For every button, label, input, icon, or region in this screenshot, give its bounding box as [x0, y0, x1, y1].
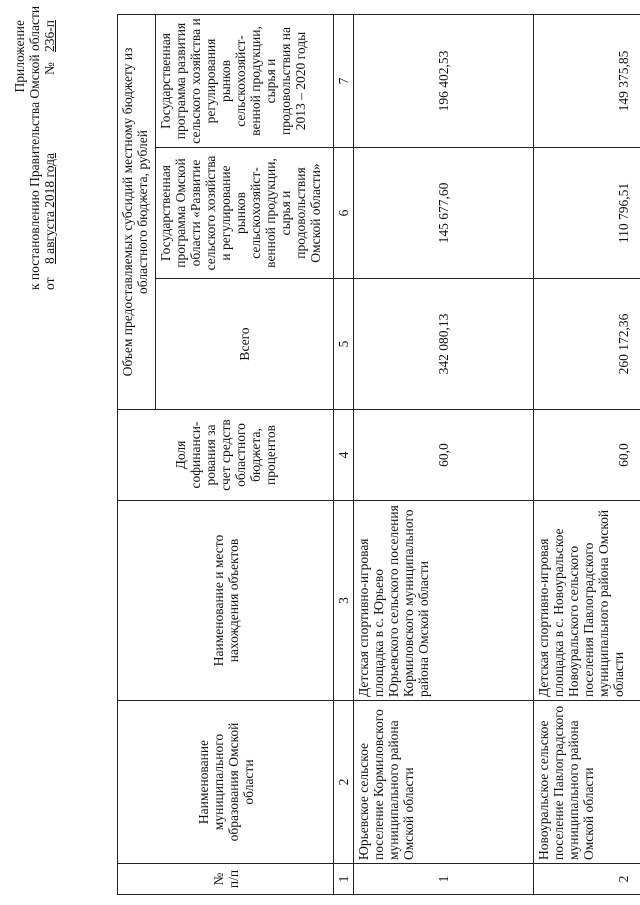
row-share: 60,0	[534, 410, 640, 501]
header-program2: Государственная программа развития сельского хозяйства и регулирования рынков сельскохозяйст-венной продукции, сырья и продовольствия на 2013 – 2020 годы	[156, 14, 334, 147]
document-number: 236-п	[42, 20, 57, 52]
header-program1: Государственная программа Омской области «Развитие сельского хозяйства и регулирование рынков сельскохозяйст-венной продукции, сырья и продовольствия Омской области»	[156, 148, 334, 279]
table-row	[534, 14, 640, 894]
row-share: 60,0	[354, 410, 534, 501]
header-object: Наименование и место нахождения объектов	[118, 501, 334, 701]
table-row	[354, 14, 534, 894]
document-header	[12, 5, 57, 290]
numbering-row	[334, 14, 354, 894]
header-share: Доля софинанси-рования за счет средств областного бюджета, процентов	[118, 410, 334, 501]
numbering-cell: 5	[334, 279, 354, 410]
number-field: № 236-п	[42, 20, 57, 75]
row-object: Детская спортивно-игровая площадка в с. Юрьево Юрьевского сельского поселения Кормиловского муниципального района Омской области	[354, 501, 534, 701]
row-no: 1	[354, 864, 534, 895]
row-municipality: Юрьевское сельское поселение Кормиловского муниципального района Омской области	[354, 701, 534, 864]
row-object: Детская спортивно-игровая площадка в с. Новоуральское Новоуральского сельского поселения Павлоградского муниципального района Омской области	[534, 501, 640, 701]
row-program1: 110 796,51	[534, 148, 640, 279]
subsidy-table	[117, 14, 640, 895]
numbering-cell: 6	[334, 148, 354, 279]
row-program2: 196 402,53	[354, 14, 534, 147]
date-field: от 8 августа 2018 года	[42, 153, 57, 290]
row-program1: 145 677,60	[354, 148, 534, 279]
header-no: № п/п	[118, 864, 334, 895]
header-total: Всего	[156, 279, 334, 410]
row-total: 342 080,13	[354, 279, 534, 410]
row-municipality: Новоуральское сельское поселение Павлоградского муниципального района Омской области	[534, 701, 640, 864]
date-number-line	[42, 20, 57, 290]
numbering-cell: 7	[334, 14, 354, 147]
row-no: 2	[534, 864, 640, 895]
row-program2: 149 375,85	[534, 14, 640, 147]
numbering-cell: 1	[334, 864, 354, 895]
document-date: 8 августа 2018 года	[42, 153, 57, 265]
appendix-title: Приложение	[12, 20, 27, 93]
resolution-reference: к постановлению Правительства Омской области	[27, 5, 42, 290]
numbering-cell: 2	[334, 701, 354, 864]
header-volume: Объем предоставляемых субсидий местному бюджету из областного бюджета, рублей	[118, 14, 156, 409]
header-municipality: Наименование муниципального образования Омской области	[118, 701, 334, 864]
numbering-cell: 4	[334, 410, 354, 501]
numbering-cell: 3	[334, 501, 354, 701]
row-total: 260 172,36	[534, 279, 640, 410]
